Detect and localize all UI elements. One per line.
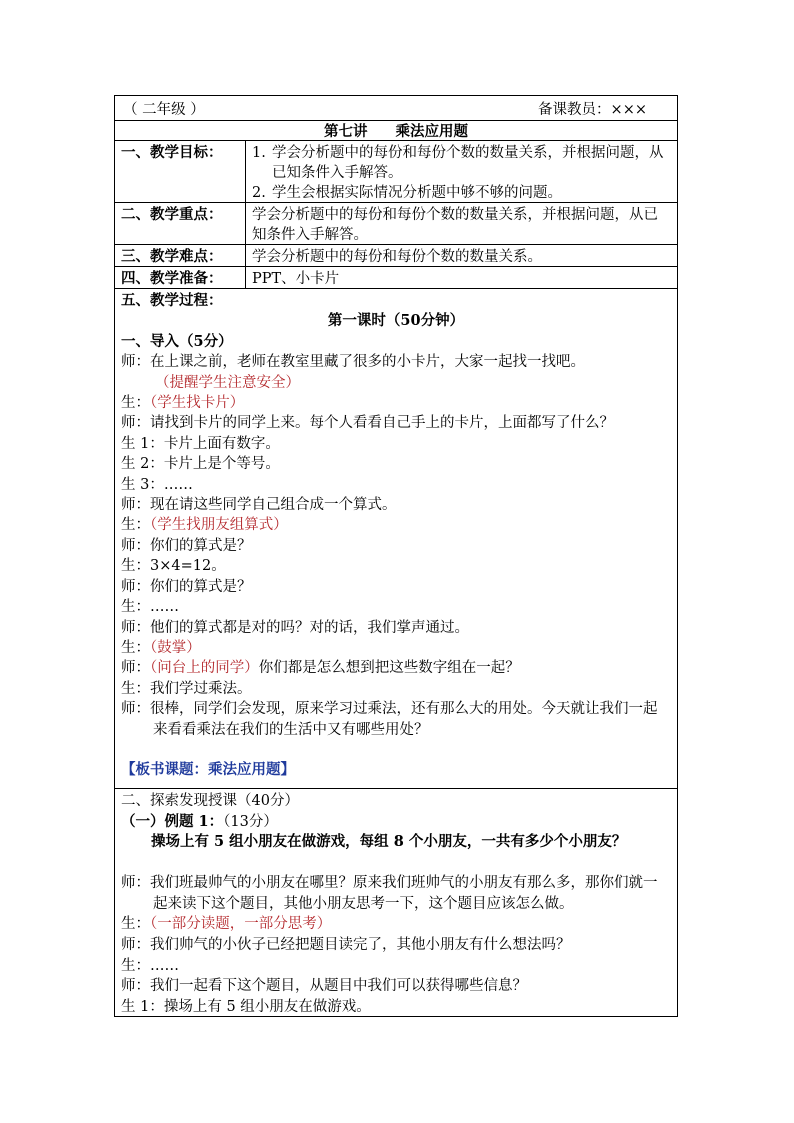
title-row — [115, 121, 677, 141]
goal-item: 2. 学生会根据实际情况分析题中够不够的问题。 — [252, 185, 562, 201]
preparation-label: 四、教学准备： — [115, 267, 246, 288]
lesson-plan-table — [114, 95, 678, 1017]
dialogue-line: 生：（鼓掌） — [121, 639, 201, 656]
process-row — [115, 289, 677, 789]
lecture-topic: 乘法应用题 — [395, 123, 468, 140]
intro-heading: 一、导入（5分） — [121, 332, 233, 350]
dialogue-line: 师：你们的算式是？ — [121, 537, 252, 554]
key-points-text: 学会分析题中的每份和每份个数的数量关系，并根据问题，从已知条件入手解答。 — [252, 207, 658, 243]
spacer — [121, 740, 671, 760]
goals-row — [115, 141, 677, 203]
dialogue-line: 生 1：卡片上面有数字。 — [121, 435, 280, 452]
example-problem: 操场上有 5 组小朋友在做游戏，每组 8 个小朋友，一共有多少个小朋友？ — [151, 833, 627, 851]
dialogue-line: 生 1：操场上有 5 组小朋友在做游戏。 — [121, 998, 371, 1015]
dialogue-line: 生：（一部分读题，一部分思考） — [121, 916, 332, 933]
dialogue-line: 师：在上课之前，老师在教室里藏了很多的小卡片，大家一起找一找吧。 — [121, 354, 585, 371]
process-content — [115, 289, 677, 781]
difficulty-label: 三、教学难点： — [115, 245, 246, 266]
goals-content — [246, 141, 677, 202]
dialogue-line: 师：（问台上的同学）你们都是怎么想到把这些数字组在一起？ — [121, 660, 520, 677]
dialogue-line: 生：（学生找朋友组算式） — [121, 517, 288, 534]
lecture-number: 第七讲 — [324, 123, 368, 140]
preparation-text: PPT、小卡片 — [252, 271, 340, 287]
process-label: 五、教学过程： — [121, 292, 223, 309]
dialogue-line: 师：我们帅气的小伙子已经把题目读完了，其他小朋友有什么想法吗？ — [121, 936, 571, 953]
dialogue-line: 生 2：卡片上是个等号。 — [121, 456, 280, 473]
dialogue-line: 师：请找到卡片的同学上来。每个人看看自己手上的卡片，上面都写了什么？ — [121, 415, 614, 432]
teacher-label: 备课教员：××× — [538, 101, 647, 118]
goals-label: 一、教学目标： — [115, 141, 246, 202]
dialogue-line: 师：我们一起看下这个题目，从题目中我们可以获得哪些信息？ — [121, 978, 527, 995]
dialogue-line: 生：我们学过乘法。 — [121, 680, 252, 697]
key-points-label: 二、教学重点： — [115, 203, 246, 244]
explore-row — [115, 789, 677, 1017]
goal-item: 1. 学会分析题中的每份和每份个数的数量关系，并根据问题，从已知条件入手解答。 — [252, 145, 664, 181]
difficulty-text: 学会分析题中的每份和每份个数的数量关系。 — [252, 249, 542, 265]
lesson-title: 第一课时（50分钟） — [327, 312, 465, 330]
example-heading: （一）例题 1：（13分） — [121, 812, 278, 830]
dialogue-line: 师：他们的算式都是对的吗？对的话，我们掌声通过。 — [121, 619, 469, 636]
dialogue-line: 师：很棒，同学们会发现，原来学习过乘法，还有那么大的用处。今天就让我们一起来看看乘法在我们的生活中又有哪些用处？ — [121, 701, 658, 738]
dialogue-line: 生：…… — [121, 957, 179, 974]
key-points-row — [115, 203, 677, 245]
dialogue-line: 生：…… — [121, 599, 179, 616]
stage-note: （提醒学生注意安全） — [155, 374, 300, 391]
explore-heading: 二、探索发现授课（40分） — [121, 793, 299, 809]
header-row — [115, 96, 677, 121]
grade-label: （ 二年级 ） — [123, 101, 205, 118]
spacer — [121, 853, 671, 873]
dialogue-line: 师：你们的算式是？ — [121, 578, 252, 595]
dialogue-line: 生 3：…… — [121, 476, 193, 493]
dialogue-line: 生：3×4=12。 — [121, 558, 226, 575]
preparation-row — [115, 267, 677, 289]
dialogue-line: 师：现在请这些同学自己组合成一个算式。 — [121, 497, 397, 514]
explore-content — [115, 789, 677, 1017]
difficulty-row — [115, 245, 677, 267]
dialogue-line: 生：（学生找卡片） — [121, 395, 245, 412]
dialogue-line: 师：我们班最帅气的小朋友在哪里？原来我们班帅气的小朋友有那么多，那你们就一起来读下这个题目，其他小朋友思考一下，这个题目应该怎么做。 — [121, 875, 658, 912]
board-title: 【板书课题：乘法应用题】 — [121, 761, 295, 779]
